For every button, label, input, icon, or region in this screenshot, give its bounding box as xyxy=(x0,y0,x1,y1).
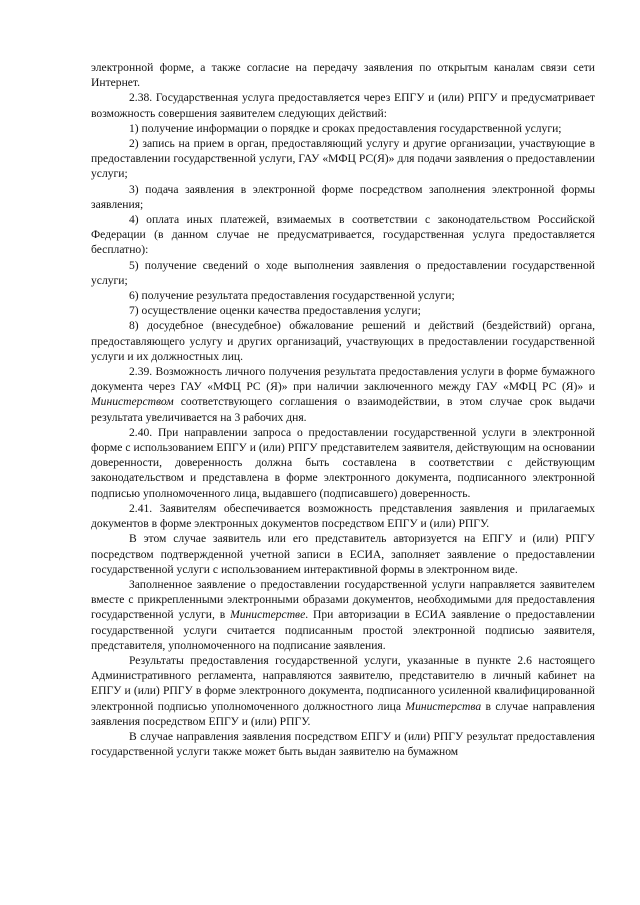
list-item-8: 8) досудебное (внесудебное) обжалование решений и действий (бездействий) органа, предоставляющего услугу и других организаций, участвующих в предоставлении государственной услуги и их должностных лиц. xyxy=(91,319,595,363)
ministry-emphasis: Министерства xyxy=(405,699,482,713)
list-item-5: 5) получение сведений о ходе выполнения заявления о предоставлении государственной услуги; xyxy=(91,258,595,287)
paragraph-results xyxy=(91,653,595,729)
list-item-2: 2) запись на прием в орган, предоставляющий услугу и другие организации, участвующие в предоставлении государственной услуги, ГАУ «МФЦ РС(Я)» для подачи заявления о предоставлении услуги; xyxy=(91,137,595,181)
paragraph-filled-application xyxy=(91,577,595,653)
filled-application-part-a: Заполненное заявление о предоставлении государственной услуги направляется заявителем вместе с прикрепленными электронными образами документов, необходимыми для предоставления государственной услуги, в xyxy=(91,577,595,622)
paragraph-paper-result: В случае направления заявления посредством ЕПГУ и (или) РПГУ результат предоставления государственной услуги также может быть выдан заявителю на бумажном xyxy=(91,729,595,759)
list-item-1: 1) получение информации о порядке и сроках предоставления государственной услуги; xyxy=(129,121,562,135)
paragraph-2-39-part-c: соответствующего соглашения о взаимодействии, в этом случае срок выдачи результата увеличивается на 3 рабочих дня. xyxy=(91,395,595,424)
results-part-a: Результаты предоставления государственной услуги, указанные в пункте 2.6 настоящего Административного регламента, направляются заявителю, представителю в личный кабинет на ЕПГУ и (или) РПГУ в форме электронного документа, подписанного усиленной квалифицированной электронной подписью уполномоченного должностного лица xyxy=(91,653,595,713)
list-item-6: 6) получение результата предоставления государственной услуги; xyxy=(129,289,455,303)
ministry-emphasis: Министерством xyxy=(91,395,174,409)
paragraph-2-41: 2.41. Заявителям обеспечивается возможность представления заявления и прилагаемых документов в форме электронных документов посредством ЕПГУ и (или) РПГУ. xyxy=(91,501,595,531)
paragraph-2-38: 2.38. Государственная услуга предоставляется через ЕПГУ и (или) РПГУ и предусматривает возможность совершения заявителем следующих действий: xyxy=(91,91,595,120)
list-item-3: 3) подача заявления в электронной форме посредством заполнения электронной формы заявления; xyxy=(91,182,595,211)
ministry-emphasis: Министерстве xyxy=(230,608,306,622)
list-item-7: 7) осуществление оценки качества предоставления услуги; xyxy=(129,304,421,318)
paragraph-continuation: электронной форме, а также согласие на передачу заявления по открытым каналам связи сети Интернет. xyxy=(91,61,595,90)
list-item-4: 4) оплата иных платежей, взимаемых в соответствии с законодательством Российской Федерации (в данном случае не предусматривается, государственная услуга предоставляется бесплатно): xyxy=(91,213,595,257)
document-body xyxy=(91,60,595,759)
results-part-c: в случае направления заявления посредством ЕПГУ и (или) РПГУ. xyxy=(91,699,596,728)
filled-application-part-c: . При авторизации в ЕСИА заявление о предоставлении государственной услуги считается подписанным простой электронной подписью заявителя, представителя, уполномоченного на подписание заявления. xyxy=(91,608,595,652)
paragraph-2-39 xyxy=(91,364,595,425)
paragraph-2-39-part-a: 2.39. Возможность личного получения результата предоставления услуги в форме бумажного документа через ГАУ «МФЦ РС (Я)» при наличии заключенного между ГАУ «МФЦ РС (Я)» и xyxy=(91,365,595,394)
paragraph-2-40: 2.40. При направлении запроса о предоставлении государственной услуги в электронной форме с использованием ЕПГУ и (или) РПГУ представителем заявителя, действующим на основании доверенности, доверенность должна быть составлена в соответствии с действующим законодательством и представлена в форме электронного документа, подписанного электронной подписью уполномоченного лица, выдавшего (подписавшего) доверенность. xyxy=(91,425,595,500)
paragraph-esia-authorization: В этом случае заявитель или его представитель авторизуется на ЕПГУ и (или) РПГУ посредством подтвержденной учетной записи в ЕСИА, заполняет заявление о предоставлении государственной услуги с использованием интерактивной формы в электронном виде. xyxy=(91,532,595,576)
